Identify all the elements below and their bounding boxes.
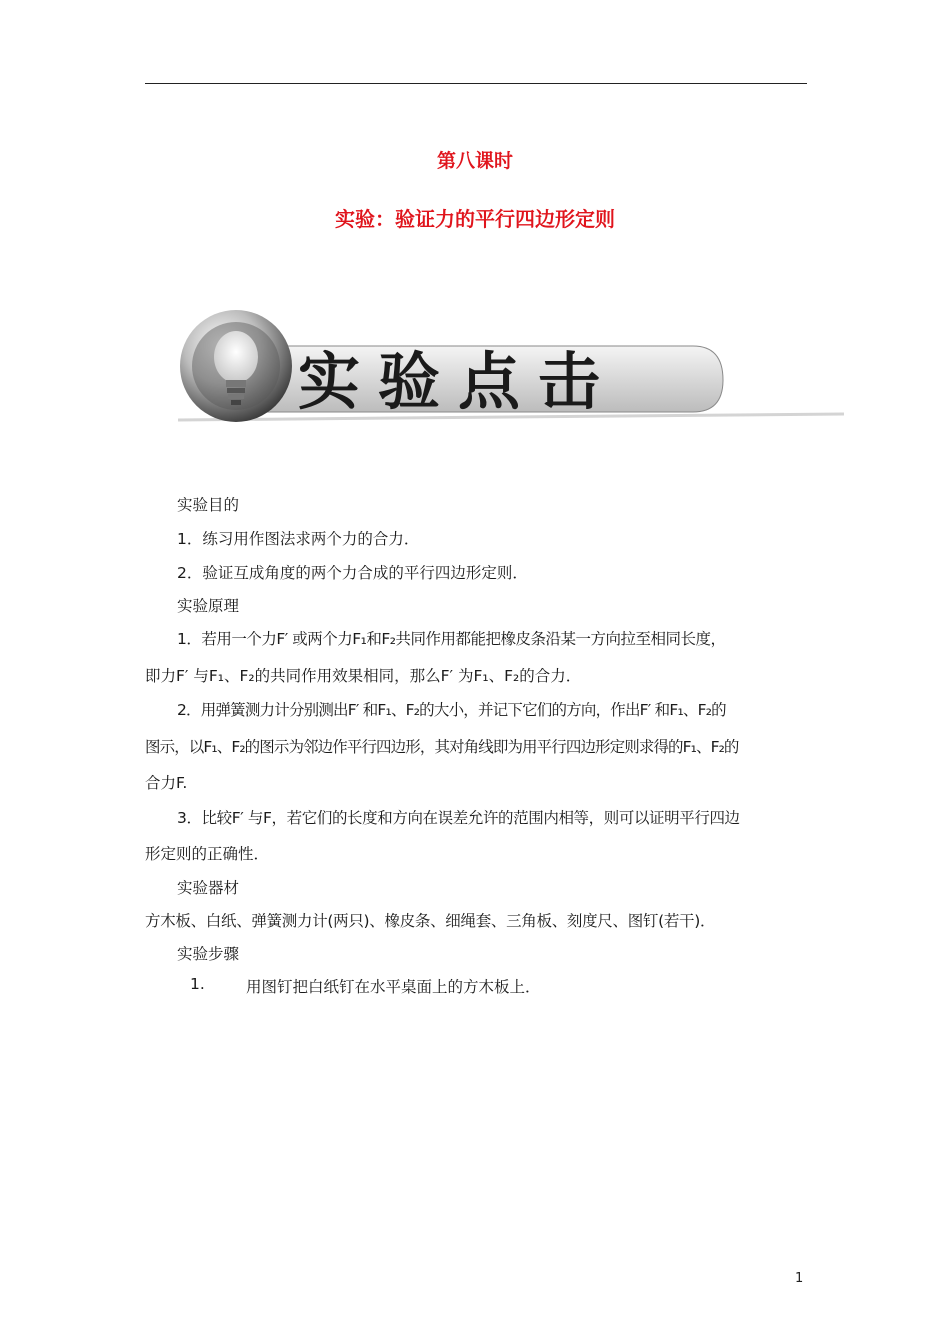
principle-item-3-line-1: 3．比较F′ 与F，若它们的长度和方向在误差允许的范围内相等，则可以证明平行四边 — [177, 809, 740, 827]
purpose-item-2: 2．验证互成角度的两个力合成的平行四边形定则． — [177, 564, 528, 582]
page-title: 实验：验证力的平行四边形定则 — [335, 207, 615, 231]
header-rule — [145, 83, 807, 84]
principle-item-2-line-2: 图示，以F₁、F₂的图示为邻边作平行四边形，其对角线即为用平行四边形定则求得的F₁、F₂的 — [145, 738, 739, 756]
principle-item-3-line-2: 形定则的正确性． — [145, 845, 270, 863]
principle-item-2-line-1: 2．用弹簧测力计分别测出F′ 和F₁、F₂的大小，并记下它们的方向，作出F′ 和F₁、F₂的 — [177, 701, 726, 719]
principle-item-1-line-2: 即力F′ 与F₁、F₂的共同作用效果相同，那么F′ 为F₁、F₂的合力． — [145, 667, 582, 685]
banner-text: 实验点击 — [298, 345, 619, 418]
principle-item-2-line-3: 合力F. — [145, 774, 188, 792]
section-banner — [178, 302, 844, 428]
principle-item-1-line-1: 1．若用一个力F′ 或两个力F₁和F₂共同作用都能把橡皮条沿某一方向拉至相同长度， — [177, 630, 726, 648]
equipment-list: 方木板、白纸、弹簧测力计(两只)、橡皮条、细绳套、三角板、刻度尺、图钉(若干)． — [145, 912, 716, 930]
heading-equipment: 实验器材 — [177, 879, 240, 897]
step-1-number: 1. — [190, 975, 205, 993]
step-1-text: 用图钉把白纸钉在水平桌面上的方木板上． — [246, 978, 541, 996]
lesson-label: 第八课时 — [436, 150, 513, 172]
page-number: 1 — [795, 1271, 804, 1286]
heading-purpose: 实验目的 — [177, 496, 240, 514]
purpose-item-1: 1．练习用作图法求两个力的合力． — [177, 530, 420, 548]
heading-principle: 实验原理 — [177, 597, 240, 615]
heading-steps: 实验步骤 — [177, 945, 240, 963]
